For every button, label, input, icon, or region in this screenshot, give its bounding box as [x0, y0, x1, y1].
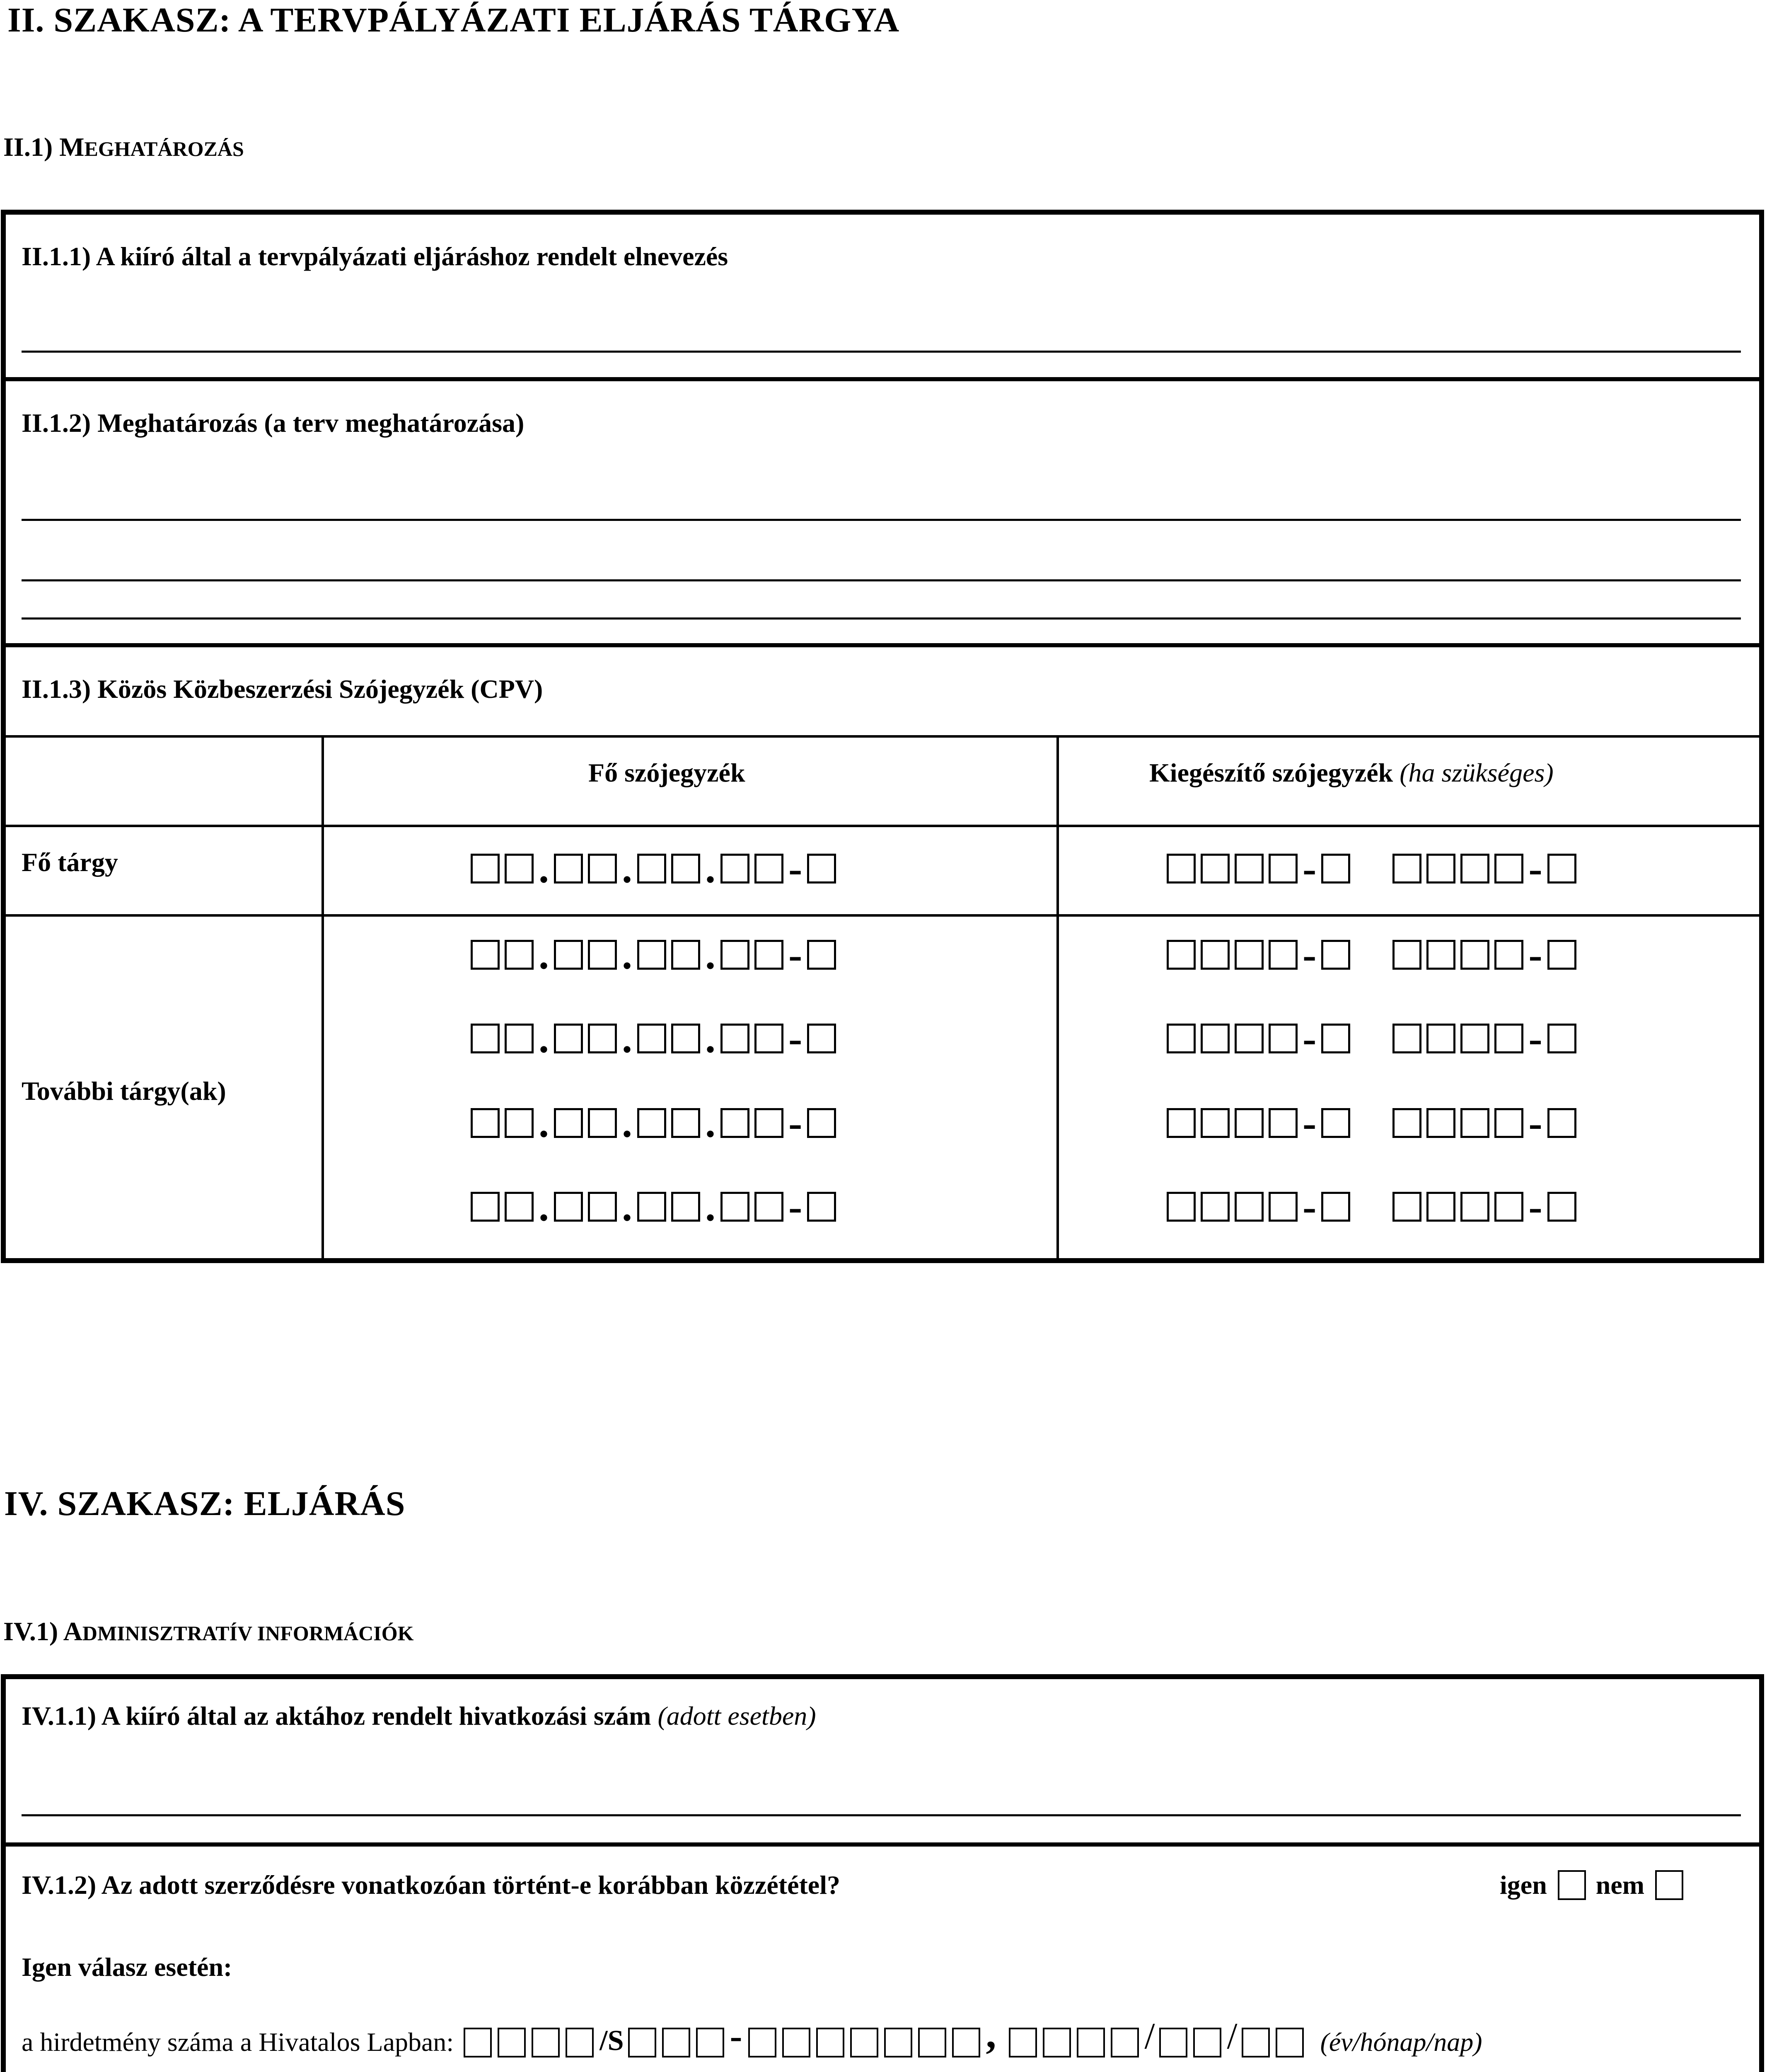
field-2-1-1-input-line[interactable]: [22, 351, 1741, 353]
field-2-1-3-label: II.1.3) Közös Közbeszerzési Szójegyzék (CPV): [22, 674, 543, 704]
field-4-1-1-label-text: IV.1.1) A kiíró által az aktához rendelt hivatkozási szám: [22, 1701, 651, 1731]
field-2-1-2-input-line[interactable]: [22, 519, 1741, 521]
cpv-additional-code-input[interactable]: . . . -: [471, 940, 841, 970]
oj-comma-separator: ,: [986, 2011, 996, 2057]
section-4-1-initial: A: [63, 1617, 82, 1646]
oj-date-month-input[interactable]: [1159, 2028, 1227, 2057]
section-4-1-number: IV.1): [3, 1617, 63, 1646]
cpv-supplementary-note: (ha szükséges): [1400, 758, 1554, 787]
divider: [3, 643, 1762, 647]
oj-date-day-input[interactable]: [1242, 2028, 1310, 2057]
oj-notice-year-input[interactable]: [464, 2028, 599, 2057]
cpv-additional-supplementary-code-input[interactable]: - -: [1167, 1024, 1581, 1053]
section-4-1-heading: [3, 1616, 414, 1647]
section-2-1-heading: [3, 132, 244, 162]
cpv-additional-supplementary-code-input[interactable]: - -: [1167, 1192, 1581, 1222]
if-yes-label: Igen válasz esetén:: [22, 1952, 232, 1982]
cpv-main-object-label: Fő tárgy: [22, 847, 118, 877]
cpv-main-code-input[interactable]: . . . -: [471, 854, 841, 884]
section-4-1-rest-2: INFORMÁCIÓK: [257, 1622, 414, 1645]
divider: [3, 1842, 1762, 1847]
cpv-additional-code-input[interactable]: . . . -: [471, 1024, 841, 1053]
oj-notice-number-label: a hirdetmény száma a Hivatalos Lapban:: [22, 2027, 454, 2057]
section-2-1-number: II.1): [3, 132, 60, 162]
field-2-1-2-input-line[interactable]: [22, 579, 1741, 581]
cpv-additional-supplementary-code-input[interactable]: - -: [1167, 940, 1581, 970]
field-2-1-2-input-line[interactable]: [22, 617, 1741, 620]
oj-series-separator: /S: [599, 2025, 624, 2057]
oj-dash-separator: -: [730, 2016, 742, 2057]
cpv-column-divider: [1056, 735, 1059, 1261]
cpv-main-vocabulary-header: Fő szójegyzék: [588, 758, 745, 787]
yes-label: igen: [1500, 1870, 1547, 1900]
divider: [3, 377, 1762, 381]
cpv-supplementary-code-input[interactable]: - -: [1167, 854, 1581, 884]
field-2-1-1-label: II.1.1) A kiíró által a tervpályázati eljáráshoz rendelt elnevezés: [22, 242, 728, 271]
section-4-1-rest: DMINISZTRATÍV: [82, 1622, 257, 1645]
oj-date-format-hint: (év/hónap/nap): [1320, 2027, 1482, 2057]
field-4-1-2-label: IV.1.2) Az adott szerződésre vonatkozóan történt-e korábban közzététel?: [22, 1870, 840, 1900]
cpv-additional-objects-label: További tárgy(ak): [22, 1076, 226, 1106]
oj-date-year-input[interactable]: [1009, 2028, 1145, 2057]
cpv-row-divider: [3, 825, 1762, 827]
cpv-column-divider: [321, 735, 324, 1261]
oj-date-slash: /: [1227, 2016, 1238, 2057]
oj-notice-number-input[interactable]: [748, 2028, 986, 2057]
cpv-row-divider: [3, 914, 1762, 917]
section-2-heading: II. SZAKASZ: A TERVPÁLYÁZATI ELJÁRÁS TÁRGYA: [7, 1, 900, 39]
yes-checkbox[interactable]: [1558, 1870, 1586, 1900]
oj-date-slash: /: [1144, 2016, 1155, 2057]
cpv-additional-supplementary-code-input[interactable]: - -: [1167, 1108, 1581, 1138]
yes-no-group: [1500, 1870, 1689, 1900]
field-4-1-1-label: [22, 1701, 816, 1731]
field-2-1-2-label: II.1.2) Meghatározás (a terv meghatározása): [22, 408, 525, 438]
no-checkbox[interactable]: [1655, 1870, 1683, 1900]
oj-notice-number-row: [22, 2010, 1482, 2057]
cpv-additional-code-input[interactable]: . . . -: [471, 1192, 841, 1222]
section-2-1-rest: EGHATÁROZÁS: [84, 137, 244, 160]
section-2-1-initial: M: [59, 132, 85, 162]
divider: [3, 735, 1762, 738]
cpv-additional-code-input[interactable]: . . . -: [471, 1108, 841, 1138]
cpv-supplementary-vocabulary-header: [1149, 758, 1554, 788]
oj-issue-input[interactable]: [628, 2028, 730, 2057]
field-4-1-1-note: (adott esetben): [657, 1701, 816, 1731]
field-4-1-1-input-line[interactable]: [22, 1814, 1741, 1816]
cpv-supplementary-label: Kiegészítő szójegyzék: [1149, 758, 1393, 787]
no-label: nem: [1595, 1870, 1645, 1900]
section-4-heading: IV. SZAKASZ: ELJÁRÁS: [4, 1484, 406, 1523]
